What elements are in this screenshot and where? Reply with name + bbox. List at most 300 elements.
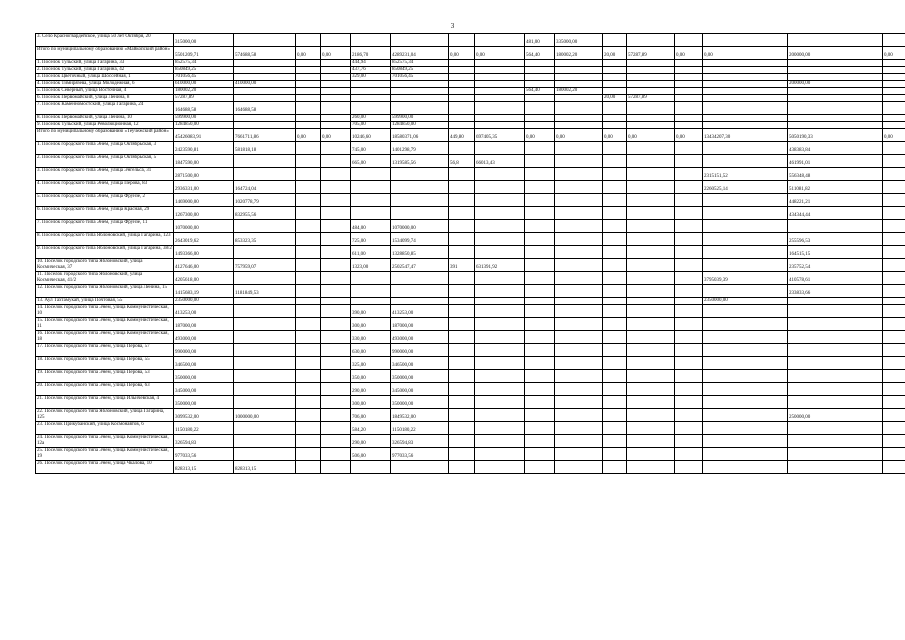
value-cell — [351, 88, 391, 95]
value-cell: 413253,00 — [174, 305, 234, 318]
table-row — [36, 207, 905, 220]
value-cell — [525, 259, 555, 272]
address-cell: 7. Поселок городского типа Энем, улица Фрунзе, 11 — [36, 220, 174, 233]
value-cell: 4205618,00 — [174, 272, 234, 285]
value-cell — [525, 448, 555, 461]
value-cell — [525, 181, 555, 194]
value-cell — [883, 370, 905, 383]
value-cell: 611,00 — [351, 246, 391, 259]
value-cell — [234, 115, 296, 122]
value-cell — [296, 168, 321, 181]
value-cell — [603, 207, 627, 220]
value-cell — [234, 344, 296, 357]
value-cell — [475, 194, 525, 207]
value-cell: 350000,00 — [174, 370, 234, 383]
value-cell — [627, 422, 675, 435]
value-cell — [449, 60, 475, 67]
value-cell — [321, 181, 351, 194]
value-cell — [449, 142, 475, 155]
value-cell — [525, 60, 555, 67]
value-cell: 705,00 — [351, 122, 391, 129]
value-cell: 852575,34 — [391, 60, 449, 67]
value-cell — [675, 102, 703, 115]
value-cell — [351, 81, 391, 88]
value-cell — [555, 435, 603, 448]
value-cell — [234, 370, 296, 383]
value-cell — [475, 181, 525, 194]
value-cell — [321, 142, 351, 155]
value-cell — [475, 115, 525, 122]
value-cell — [603, 155, 627, 168]
value-cell — [296, 194, 321, 207]
table-row — [36, 142, 905, 155]
value-cell — [555, 448, 603, 461]
value-cell: 2502547,47 — [391, 259, 449, 272]
value-cell — [321, 357, 351, 370]
value-cell — [555, 318, 603, 331]
value-cell: 20,00 — [603, 47, 627, 60]
value-cell — [296, 102, 321, 115]
value-cell: 2315151,52 — [703, 168, 788, 181]
value-cell — [321, 422, 351, 435]
page-number: 3 — [450, 22, 455, 30]
value-cell — [703, 435, 788, 448]
value-cell — [391, 461, 449, 474]
value-cell — [603, 272, 627, 285]
value-cell: 977033,56 — [174, 448, 234, 461]
value-cell: 2350000,00 — [174, 298, 234, 305]
value-cell — [603, 142, 627, 155]
value-cell: 187000,00 — [174, 318, 234, 331]
address-cell: 4. Поселок Тимирязева, улица Молодежная, 6 — [36, 81, 174, 88]
value-cell: 346500,00 — [174, 357, 234, 370]
value-cell — [475, 331, 525, 344]
value-cell — [883, 74, 905, 81]
value-cell — [296, 409, 321, 422]
value-cell — [883, 422, 905, 435]
value-cell — [555, 331, 603, 344]
value-cell: 448221,21 — [788, 194, 883, 207]
value-cell — [296, 60, 321, 67]
value-cell — [296, 370, 321, 383]
value-cell — [391, 298, 449, 305]
table-row — [36, 95, 905, 102]
value-cell — [525, 422, 555, 435]
address-cell: 3. Поселок Цветочный, улица Шоссейная, 1 — [36, 74, 174, 81]
value-cell: 1401298,79 — [391, 142, 449, 155]
value-cell — [627, 259, 675, 272]
value-cell: 20,00 — [603, 95, 627, 102]
value-cell — [321, 435, 351, 448]
value-cell — [449, 207, 475, 220]
value-cell — [296, 357, 321, 370]
value-cell — [555, 115, 603, 122]
value-cell — [675, 357, 703, 370]
value-cell — [675, 142, 703, 155]
value-cell — [234, 34, 296, 47]
address-cell: 3. Село Красногвардейское, улица 50 лет Октября, 20 — [36, 34, 174, 47]
value-cell — [627, 142, 675, 155]
value-cell — [603, 88, 627, 95]
value-cell — [555, 285, 603, 298]
value-cell — [296, 383, 321, 396]
value-cell: 701056,45 — [174, 74, 234, 81]
value-cell — [675, 448, 703, 461]
value-cell — [475, 88, 525, 95]
value-cell: 1319585,56 — [391, 155, 449, 168]
value-cell: 413253,00 — [391, 305, 449, 318]
value-cell — [703, 461, 788, 474]
value-cell — [321, 102, 351, 115]
value-cell — [391, 194, 449, 207]
value-cell — [703, 142, 788, 155]
value-cell — [449, 233, 475, 246]
value-cell — [525, 331, 555, 344]
value-cell — [603, 67, 627, 74]
value-cell — [703, 246, 788, 259]
value-cell — [603, 115, 627, 122]
table-row — [36, 259, 905, 272]
value-cell — [603, 383, 627, 396]
value-cell — [296, 298, 321, 305]
value-cell — [627, 305, 675, 318]
address-cell: 2. Поселок городского типа Энем, улица Октябрьская, 5 — [36, 155, 174, 168]
table-row — [36, 233, 905, 246]
value-cell — [296, 259, 321, 272]
value-cell — [883, 142, 905, 155]
value-cell: 57287,89 — [174, 95, 234, 102]
value-cell: 0,00 — [703, 47, 788, 60]
value-cell — [675, 181, 703, 194]
value-cell — [234, 396, 296, 409]
value-cell — [603, 181, 627, 194]
value-cell — [675, 194, 703, 207]
address-cell: 6. Поселок городского типа Энем, улица Красная, 29 — [36, 207, 174, 220]
value-cell — [603, 246, 627, 259]
value-cell — [475, 168, 525, 181]
value-cell — [449, 181, 475, 194]
value-cell — [234, 357, 296, 370]
value-cell — [627, 370, 675, 383]
value-cell — [351, 102, 391, 115]
value-cell — [788, 357, 883, 370]
value-cell — [675, 60, 703, 67]
address-cell: 11. Поселок городского типа Яблоновский, улица Космическая, 41/2 — [36, 272, 174, 285]
value-cell — [391, 168, 449, 181]
value-cell — [627, 246, 675, 259]
value-cell — [321, 461, 351, 474]
value-cell — [321, 344, 351, 357]
value-cell — [449, 285, 475, 298]
value-cell — [555, 74, 603, 81]
value-cell: 850849,25 — [174, 67, 234, 74]
value-cell — [475, 207, 525, 220]
value-cell — [351, 285, 391, 298]
value-cell — [555, 194, 603, 207]
value-cell: 164515,15 — [788, 246, 883, 259]
value-cell: 57287,89 — [627, 95, 675, 102]
value-cell: 511081,82 — [788, 181, 883, 194]
value-cell — [555, 168, 603, 181]
value-cell — [703, 285, 788, 298]
value-cell: 1020778,79 — [234, 194, 296, 207]
table-row — [36, 331, 905, 344]
value-cell — [525, 194, 555, 207]
value-cell — [525, 396, 555, 409]
value-cell — [555, 246, 603, 259]
value-cell — [603, 357, 627, 370]
value-cell — [296, 88, 321, 95]
value-cell — [627, 155, 675, 168]
value-cell — [449, 168, 475, 181]
value-cell: 1070000,00 — [391, 220, 449, 233]
value-cell — [883, 220, 905, 233]
address-cell: 5. Поселок городского типа Энем, улица Фрунзе, 2 — [36, 194, 174, 207]
value-cell — [627, 285, 675, 298]
address-cell: 4. Поселок городского типа Энем, улица Перова, 83 — [36, 181, 174, 194]
value-cell — [321, 207, 351, 220]
value-cell — [391, 207, 449, 220]
value-cell — [234, 122, 296, 129]
value-cell: 2186,70 — [351, 47, 391, 60]
value-cell — [475, 448, 525, 461]
address-cell: 6. Поселок Первомайский, улица Ленина, 8 — [36, 95, 174, 102]
value-cell — [555, 67, 603, 74]
value-cell — [675, 461, 703, 474]
value-cell — [391, 81, 449, 88]
value-cell — [788, 448, 883, 461]
value-cell: 574688,58 — [234, 47, 296, 60]
value-cell — [475, 246, 525, 259]
value-cell — [555, 383, 603, 396]
value-cell — [627, 461, 675, 474]
table-row — [36, 318, 905, 331]
value-cell — [675, 168, 703, 181]
value-cell — [675, 305, 703, 318]
value-cell: 853323,35 — [234, 233, 296, 246]
value-cell: 2260525,14 — [703, 181, 788, 194]
value-cell — [296, 422, 321, 435]
value-cell: 665,00 — [351, 155, 391, 168]
value-cell — [296, 246, 321, 259]
value-cell — [321, 259, 351, 272]
value-cell — [525, 246, 555, 259]
table-row — [36, 181, 905, 194]
value-cell — [703, 396, 788, 409]
value-cell: 599900,00 — [391, 115, 449, 122]
value-cell — [627, 115, 675, 122]
table-row — [36, 60, 905, 67]
value-cell — [675, 233, 703, 246]
value-cell — [449, 74, 475, 81]
value-cell: 2423590,81 — [174, 142, 234, 155]
value-cell — [449, 357, 475, 370]
value-cell — [675, 246, 703, 259]
value-cell: 56,8 — [449, 155, 475, 168]
value-cell: 329,00 — [351, 74, 391, 81]
value-cell: 990000,00 — [391, 344, 449, 357]
address-cell: 5. Поселок Северный, улица Восточная, 4 — [36, 88, 174, 95]
value-cell: 233833,66 — [788, 285, 883, 298]
value-cell — [525, 102, 555, 115]
value-cell — [603, 220, 627, 233]
value-cell — [788, 67, 883, 74]
value-cell: 0,00 — [627, 129, 675, 142]
value-cell — [603, 318, 627, 331]
value-cell — [703, 102, 788, 115]
value-cell — [475, 142, 525, 155]
value-cell — [883, 194, 905, 207]
value-cell: 852575,34 — [174, 60, 234, 67]
value-cell: 330,00 — [351, 331, 391, 344]
value-cell — [296, 233, 321, 246]
value-cell — [321, 155, 351, 168]
value-cell: 610000,00 — [174, 81, 234, 88]
value-cell — [788, 102, 883, 115]
value-cell — [883, 435, 905, 448]
value-cell — [321, 409, 351, 422]
value-cell — [703, 155, 788, 168]
value-cell: 315000,00 — [174, 34, 234, 47]
value-cell — [234, 435, 296, 448]
value-cell: 437,76 — [351, 67, 391, 74]
value-cell — [475, 298, 525, 305]
value-cell — [296, 331, 321, 344]
value-cell — [525, 220, 555, 233]
value-cell: 1493366,00 — [174, 246, 234, 259]
value-cell — [475, 435, 525, 448]
value-cell — [321, 194, 351, 207]
value-cell — [296, 318, 321, 331]
address-cell: Итого по муниципальному образованию «Майкопский район» — [36, 47, 174, 60]
value-cell — [675, 396, 703, 409]
value-cell — [883, 246, 905, 259]
value-cell — [675, 81, 703, 88]
value-cell — [675, 370, 703, 383]
value-cell — [603, 409, 627, 422]
value-cell: 481,00 — [525, 34, 555, 47]
value-cell: 255596,53 — [788, 233, 883, 246]
value-cell — [449, 383, 475, 396]
value-cell — [675, 383, 703, 396]
value-cell — [296, 74, 321, 81]
table-row — [36, 129, 905, 142]
table-row — [36, 34, 905, 47]
value-cell — [703, 344, 788, 357]
value-cell — [475, 318, 525, 331]
value-cell: 164688,58 — [234, 102, 296, 115]
value-cell — [321, 122, 351, 129]
value-cell — [321, 34, 351, 47]
value-cell: 200000,00 — [788, 47, 883, 60]
value-cell — [883, 305, 905, 318]
value-cell — [555, 102, 603, 115]
address-cell: 1. Поселок Тульский, улица Гагарина, 33 — [36, 60, 174, 67]
value-cell — [555, 396, 603, 409]
value-cell — [703, 259, 788, 272]
table-row — [36, 409, 905, 422]
value-cell — [703, 194, 788, 207]
value-cell — [703, 220, 788, 233]
value-cell — [475, 409, 525, 422]
value-cell — [449, 272, 475, 285]
value-cell — [234, 318, 296, 331]
value-cell — [627, 220, 675, 233]
value-cell — [703, 331, 788, 344]
value-cell — [675, 115, 703, 122]
value-cell: 290,00 — [351, 435, 391, 448]
value-cell — [234, 448, 296, 461]
value-cell: 1415683,19 — [174, 285, 234, 298]
table-row — [36, 246, 905, 259]
value-cell — [883, 396, 905, 409]
value-cell — [603, 435, 627, 448]
value-cell: 506,00 — [351, 448, 391, 461]
value-cell — [555, 181, 603, 194]
value-cell — [627, 331, 675, 344]
value-cell — [883, 357, 905, 370]
value-cell — [234, 305, 296, 318]
value-cell: 706,00 — [351, 409, 391, 422]
value-cell — [449, 220, 475, 233]
value-cell — [475, 95, 525, 102]
value-cell: 850849,25 — [391, 67, 449, 74]
value-cell: 599900,00 — [174, 115, 234, 122]
value-cell — [321, 272, 351, 285]
value-cell — [703, 88, 788, 95]
value-cell — [449, 81, 475, 88]
value-cell — [883, 461, 905, 474]
value-cell — [351, 95, 391, 102]
value-cell: 449,80 — [449, 129, 475, 142]
value-cell — [449, 102, 475, 115]
value-cell — [883, 272, 905, 285]
value-cell — [475, 285, 525, 298]
address-cell: 19. Поселок городского типа Энем, улица Перова, 53 — [36, 370, 174, 383]
table-row — [36, 344, 905, 357]
address-cell: 8. Поселок городского типа Яблоновский, улица Гагарина, 123 — [36, 233, 174, 246]
value-cell — [788, 220, 883, 233]
value-cell: 13434207,30 — [703, 129, 788, 142]
value-cell — [234, 88, 296, 95]
value-cell: 828313,15 — [234, 461, 296, 474]
table-row — [36, 74, 905, 81]
value-cell — [296, 461, 321, 474]
value-cell: 1328850,85 — [391, 246, 449, 259]
value-cell — [703, 383, 788, 396]
value-cell — [449, 396, 475, 409]
value-cell — [627, 60, 675, 67]
value-cell: 3099532,00 — [174, 409, 234, 422]
value-cell — [351, 298, 391, 305]
value-cell — [627, 383, 675, 396]
value-cell — [475, 81, 525, 88]
table-row — [36, 67, 905, 74]
value-cell — [703, 233, 788, 246]
value-cell — [475, 102, 525, 115]
value-cell — [475, 370, 525, 383]
address-cell: 16. Поселок городского типа Энем, улица Коммунистическая, 18 — [36, 331, 174, 344]
value-cell — [475, 383, 525, 396]
value-cell — [603, 344, 627, 357]
value-cell: 0,00 — [321, 129, 351, 142]
value-cell — [296, 305, 321, 318]
value-cell — [603, 74, 627, 81]
value-cell: 0,00 — [675, 47, 703, 60]
value-cell — [351, 168, 391, 181]
address-cell: 8. Поселок Первомайский, улица Ленина, 10 — [36, 115, 174, 122]
value-cell: 1469000,00 — [174, 194, 234, 207]
